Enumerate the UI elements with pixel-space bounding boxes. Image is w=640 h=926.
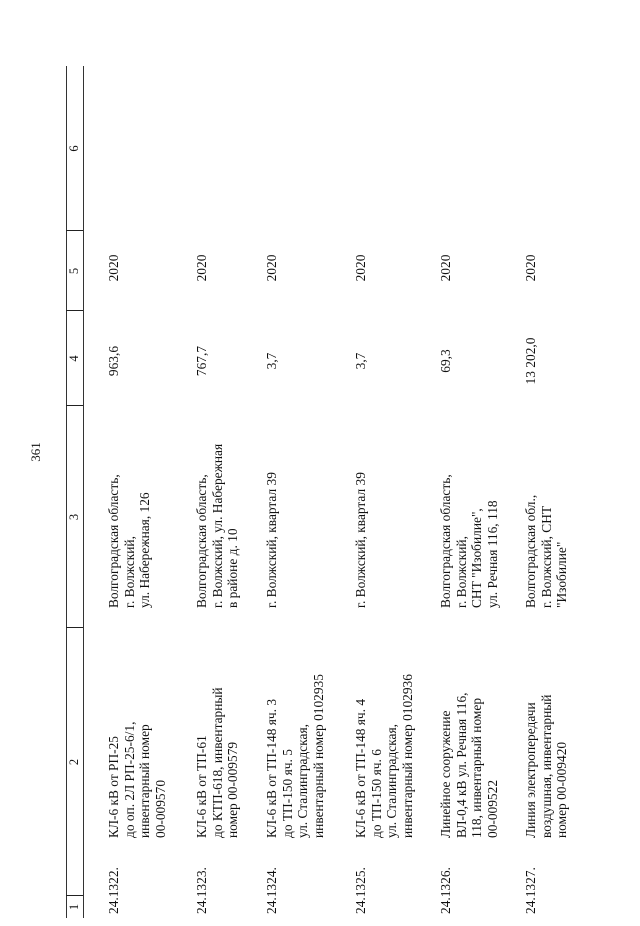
header-bottom-border — [83, 66, 84, 918]
object-value: 13 202,0 — [523, 337, 538, 385]
page-number: 361 — [28, 442, 43, 462]
object-name: Линия электропередачи воздушная, инвентарный номер 00-009420 — [523, 694, 570, 838]
object-name: КЛ-6 кВ от РП-25 до оп. 2Л РП-25-6/1, инвентарный номер 00-009570 — [106, 721, 168, 838]
object-value: 69,3 — [438, 349, 453, 373]
object-year: 2020 — [438, 254, 453, 282]
row-number: 24.1324. — [264, 867, 279, 914]
object-name: Линейное сооружение ВЛ-0,4 кВ ул. Речная 116, 118, инвентарный номер 00-009522 — [438, 692, 500, 838]
object-year: 2020 — [353, 254, 368, 282]
object-name: КЛ-6 кВ от ТП-148 яч. 3 до ТП-150 яч. 5 ул. Сталинградская, инвентарный номер 0102935 — [264, 674, 326, 838]
row-number: 24.1326. — [438, 867, 453, 914]
object-value: 3,7 — [264, 352, 279, 370]
object-address: Волгоградская обл., г. Волжский, СНТ "Изобилие" — [523, 494, 570, 608]
table-header — [66, 66, 83, 926]
document-table — [66, 66, 578, 926]
object-name: КЛ-6 кВ от ТП-148 яч. 4 до ТП-150 яч. 6 ул. Сталинградская, инвентарный номер 0102936 — [353, 674, 415, 838]
object-year: 2020 — [264, 254, 279, 282]
column-header-3: 3 — [67, 513, 81, 521]
object-year: 2020 — [194, 254, 209, 282]
row-number: 24.1325. — [353, 867, 368, 914]
column-header-2: 2 — [67, 758, 81, 766]
object-address: Волгоградская область, г. Волжский, ул. Набережная, 126 — [106, 474, 153, 608]
object-value: 767,7 — [194, 345, 209, 377]
object-year: 2020 — [106, 254, 121, 282]
object-value: 3,7 — [353, 352, 368, 370]
object-year: 2020 — [523, 254, 538, 282]
column-header-4: 4 — [67, 355, 81, 362]
row-number: 24.1323. — [194, 867, 209, 914]
object-address: г. Волжский, квартал 39 — [264, 472, 279, 608]
object-name: КЛ-6 кВ от ТП-61 до КТП-618, инвентарный номер 00-009579 — [194, 687, 241, 838]
column-header-6: 6 — [67, 145, 81, 152]
column-header-1: 1 — [67, 903, 81, 911]
object-value: 963,6 — [106, 345, 121, 377]
object-address: г. Волжский, квартал 39 — [353, 472, 368, 608]
row-number: 24.1322. — [106, 867, 121, 914]
row-number: 24.1327. — [523, 867, 538, 914]
object-address: Волгоградская область, г. Волжский, ул. Набережная в районе д. 10 — [194, 443, 241, 608]
object-address: Волгоградская область, г. Волжский, СНТ "Изобилие", ул. Речная 116, 118 — [438, 474, 500, 608]
column-header-5: 5 — [67, 267, 81, 275]
